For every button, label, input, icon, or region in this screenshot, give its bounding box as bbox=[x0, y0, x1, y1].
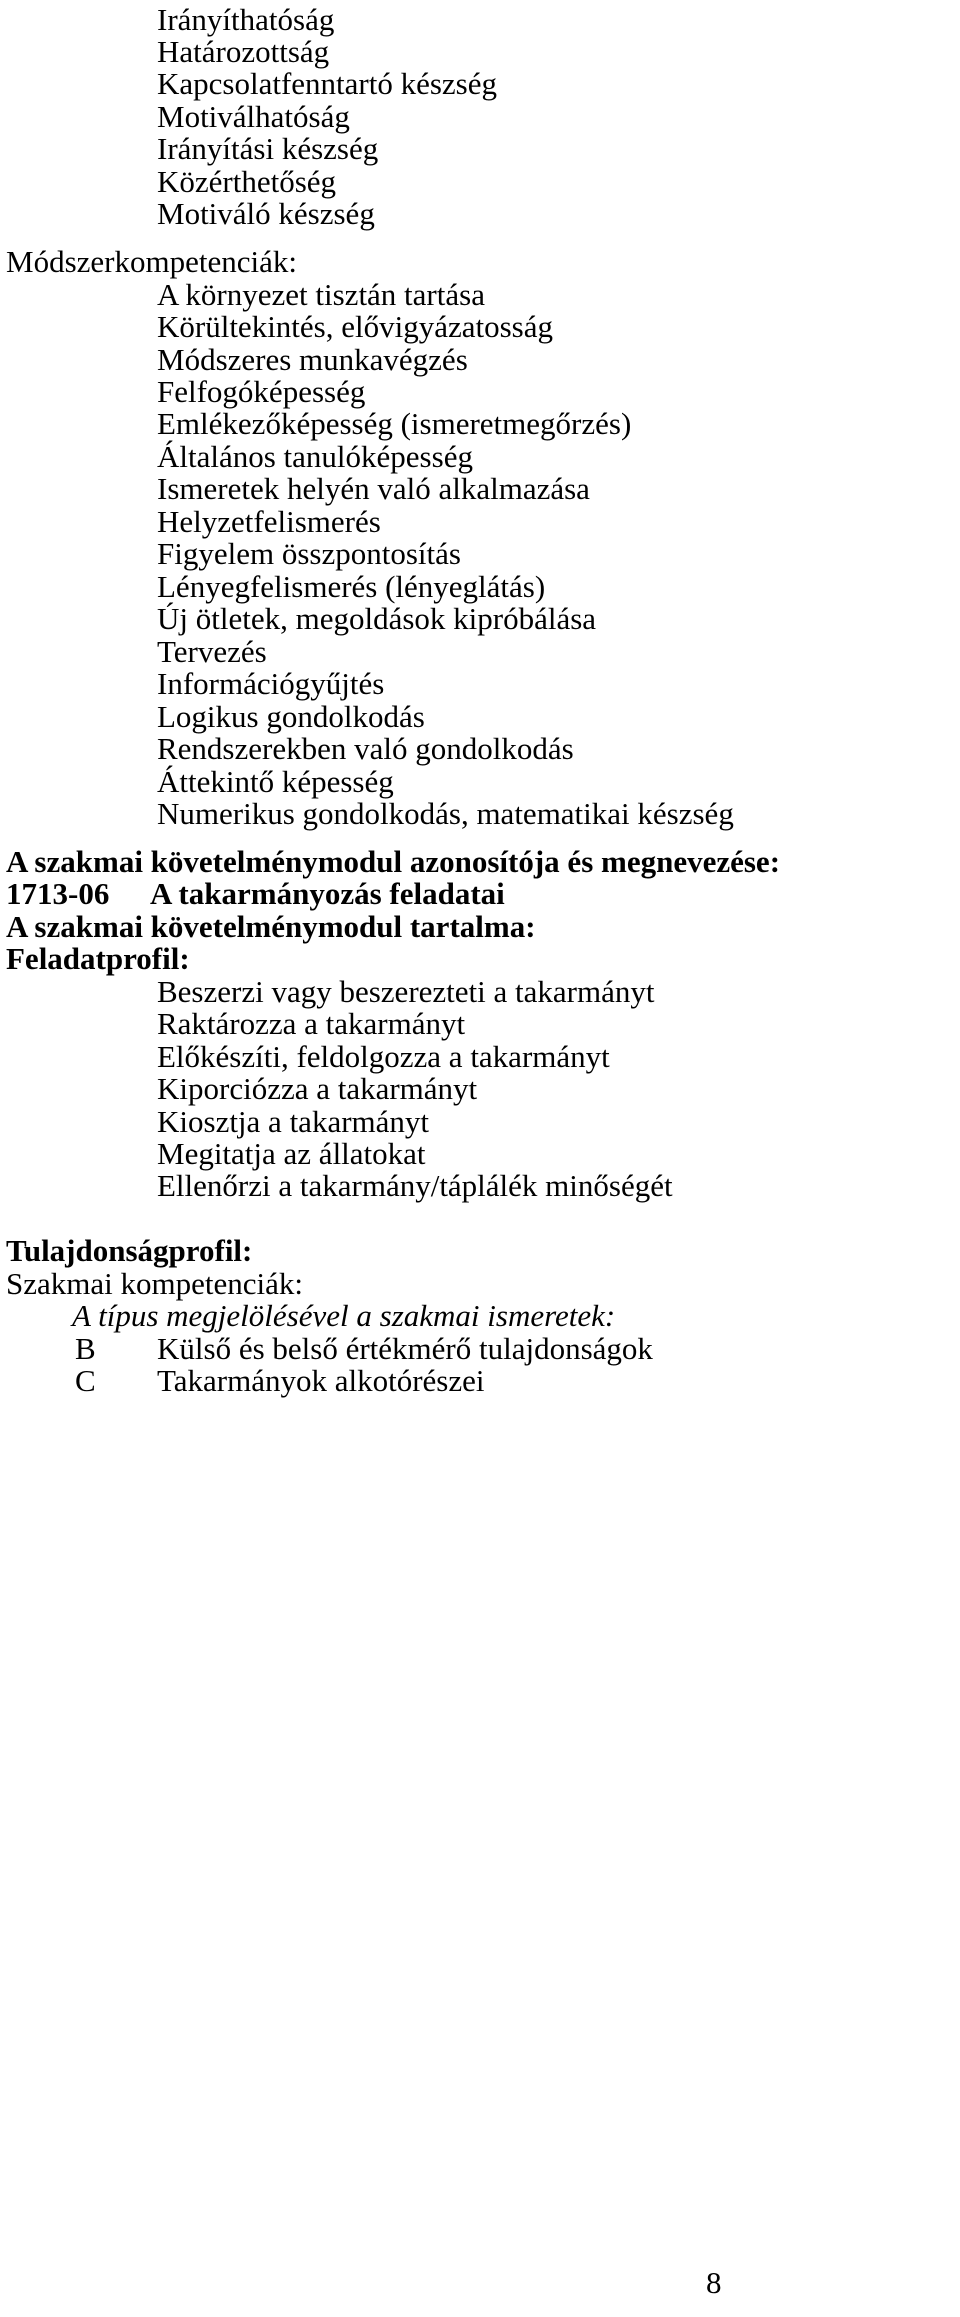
list-item: Közérthetőség bbox=[157, 164, 337, 199]
list-item: Kiporciózza a takarmányt bbox=[157, 1071, 478, 1106]
list-item: Figyelem összpontosítás bbox=[157, 536, 461, 571]
list-item: Beszerzi vagy beszerezteti a takarmányt bbox=[157, 974, 655, 1009]
list-item: Emlékezőképesség (ismeretmegőrzés) bbox=[157, 406, 632, 441]
list-item: Lényegfelismerés (lényeglátás) bbox=[157, 569, 546, 604]
knowledge-text: Takarmányok alkotórészei bbox=[157, 1363, 485, 1398]
knowledge-text: Külső és belső értékmérő tulajdonságok bbox=[157, 1331, 653, 1366]
page-number: 8 bbox=[706, 2265, 722, 2300]
property-profile-heading: Tulajdonságprofil: bbox=[6, 1233, 253, 1268]
list-item: Áttekintő képesség bbox=[157, 764, 394, 799]
list-item: Kapcsolatfenntartó készség bbox=[157, 66, 498, 101]
module-id-heading: A szakmai követelménymodul azonosítója és megnevezése: bbox=[6, 844, 781, 879]
list-item: Új ötletek, megoldások kipróbálása bbox=[157, 601, 597, 636]
list-item: Ellenőrzi a takarmány/táplálék minőségét bbox=[157, 1168, 673, 1203]
list-item: Módszeres munkavégzés bbox=[157, 342, 468, 377]
list-item: Előkészíti, feldolgozza a takarmányt bbox=[157, 1039, 610, 1074]
list-item: A környezet tisztán tartása bbox=[157, 277, 485, 312]
list-item: Általános tanulóképesség bbox=[157, 439, 473, 474]
list-item: Helyzetfelismerés bbox=[157, 504, 381, 539]
method-competencies-heading: Módszerkompetenciák: bbox=[6, 244, 297, 279]
list-item: Irányítási készség bbox=[157, 131, 379, 166]
list-item: Információgyűjtés bbox=[157, 666, 385, 701]
list-item: Raktározza a takarmányt bbox=[157, 1006, 466, 1041]
list-item: Határozottság bbox=[157, 34, 330, 69]
type-note: A típus megjelölésével a szakmai ismeretek: bbox=[72, 1298, 616, 1333]
professional-competencies-label: Szakmai kompetenciák: bbox=[6, 1266, 303, 1301]
list-item: Ismeretek helyén való alkalmazása bbox=[157, 471, 590, 506]
list-item: Numerikus gondolkodás, matematikai készség bbox=[157, 796, 734, 831]
knowledge-type: C bbox=[75, 1363, 96, 1398]
list-item: Kiosztja a takarmányt bbox=[157, 1104, 430, 1139]
module-content-heading: A szakmai követelménymodul tartalma: bbox=[6, 909, 536, 944]
module-title: A takarmányozás feladatai bbox=[150, 876, 505, 911]
list-item: Rendszerekben való gondolkodás bbox=[157, 731, 574, 766]
list-item: Felfogóképesség bbox=[157, 374, 366, 409]
list-item: Irányíthatóság bbox=[157, 2, 335, 37]
list-item: Megitatja az állatokat bbox=[157, 1136, 426, 1171]
list-item: Körültekintés, elővigyázatosság bbox=[157, 309, 554, 344]
module-code: 1713-06 bbox=[6, 876, 110, 911]
list-item: Logikus gondolkodás bbox=[157, 699, 425, 734]
knowledge-type: B bbox=[75, 1331, 96, 1366]
list-item: Motiválhatóság bbox=[157, 99, 350, 134]
task-profile-heading: Feladatprofil: bbox=[6, 941, 190, 976]
list-item: Tervezés bbox=[157, 634, 267, 669]
list-item: Motiváló készség bbox=[157, 196, 375, 231]
